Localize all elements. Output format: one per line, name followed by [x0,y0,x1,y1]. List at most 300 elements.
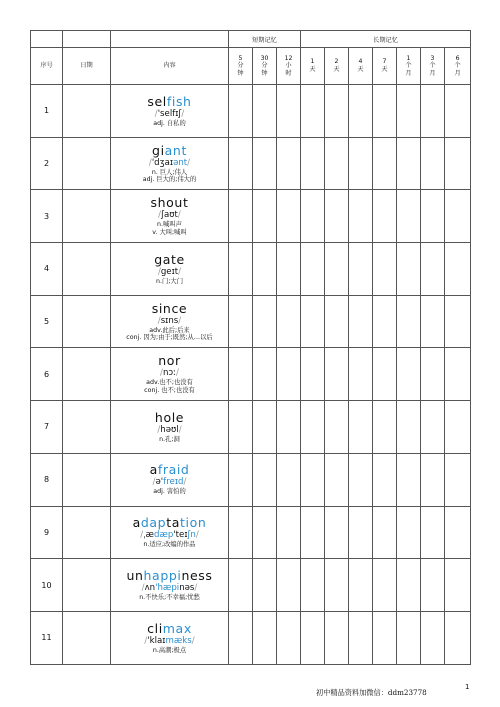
review-check-cell [445,295,471,348]
row-index: 11 [31,611,63,664]
word-meaning: n.高潮;极点 [152,646,187,654]
review-check-cell [229,243,253,296]
word-content-cell [111,453,229,506]
review-check-cell [229,137,253,190]
interval-column-header [229,48,253,85]
review-check-cell [301,453,325,506]
review-check-cell [349,243,373,296]
phonetic-transcription [111,109,228,120]
table-row [31,243,471,296]
row-index: 2 [31,137,63,190]
date-cell [63,295,111,348]
review-check-cell [253,453,277,506]
phonetic-slash: / [157,424,161,435]
word-spelling [111,463,228,477]
date-cell [63,243,111,296]
review-check-cell [445,559,471,612]
word-rows [31,85,471,665]
review-check-cell [277,295,301,348]
phonetic-transcription [111,583,228,594]
phonetic-slash: / [157,315,161,326]
phonetic-slash: / [158,210,162,221]
phonetic-transcription [111,158,228,169]
review-check-cell [229,453,253,506]
phonetic-slash: / [157,266,161,277]
review-check-cell [445,506,471,559]
review-check-cell [253,611,277,664]
vocabulary-review-table [30,30,471,665]
review-check-cell [421,348,445,401]
review-check-cell [349,295,373,348]
review-check-cell [397,190,421,243]
review-check-cell [373,348,397,401]
review-check-cell [325,506,349,559]
interval-label-part: 个 [454,62,461,70]
date-cell [63,190,111,243]
word-spelling [111,354,228,368]
table-row [31,85,471,138]
review-check-cell [397,453,421,506]
review-check-cell [421,85,445,138]
date-cell [63,611,111,664]
content-column-header: 内容 [111,48,229,85]
phonetic-segment: geɪt [160,266,179,277]
word-spelling [111,411,228,425]
word-syllable: un [126,567,144,583]
table-row [31,506,471,559]
date-cell [63,559,111,612]
phonetic-segment: ə' [155,477,164,488]
interval-label-part: 月 [429,69,436,77]
phonetic-slash: / [187,157,191,168]
word-syllable: ness [181,567,213,583]
review-check-cell [421,190,445,243]
review-check-cell [445,85,471,138]
review-check-cell [397,243,421,296]
word-spelling [111,196,228,210]
word-syllable: dap [140,515,167,531]
review-check-cell [421,559,445,612]
review-check-cell [421,137,445,190]
word-meaning: n.适应;改编的作品 [143,541,196,549]
review-check-cell [277,559,301,612]
phonetic-segment: ʃaʊt [161,210,178,221]
word-meaning: n.门;大门 [155,277,183,285]
review-check-cell [301,295,325,348]
review-check-cell [277,611,301,664]
date-cell [63,401,111,454]
review-check-cell [397,348,421,401]
review-check-cell [445,190,471,243]
word-meaning: conj. 也不;也没有 [144,386,195,394]
blank-header-cell [31,31,63,48]
word-syllable: max [162,620,192,636]
review-check-cell [421,401,445,454]
interval-column-header [253,48,277,85]
phonetic-segment: 'hæpi [155,582,180,593]
review-check-cell [301,85,325,138]
table-row [31,295,471,348]
phonetic-slash: / [160,368,163,379]
word-content-cell [111,243,229,296]
phonetic-segment: 'dʒaɪ [151,157,174,168]
word-meaning: n.孔;洞 [159,435,180,443]
interval-label-part: 5 [238,54,243,62]
phonetic-slash: / [178,315,182,326]
review-check-cell [301,611,325,664]
review-check-cell [277,453,301,506]
word-meaning: conj. 因为;由于;既然;从…以后 [126,334,213,342]
row-index: 7 [31,401,63,454]
review-check-cell [373,190,397,243]
review-check-cell [349,137,373,190]
review-check-cell [253,243,277,296]
word-syllable: sel [147,93,167,109]
review-check-cell [325,137,349,190]
phonetic-slash: / [181,108,185,119]
table-row [31,401,471,454]
review-check-cell [253,85,277,138]
review-check-cell [349,85,373,138]
word-meaning: v. 大叫;喊叫 [152,228,187,236]
word-syllable: a [149,462,158,478]
phonetic-segment: nɔː [162,368,177,379]
interval-label-part: 时 [285,69,292,77]
interval-label-part: 3 [430,54,435,62]
review-check-cell [349,348,373,401]
phonetic-segment: ˌæ [143,530,154,541]
word-spelling [111,302,228,316]
review-check-cell [373,559,397,612]
date-cell [63,85,111,138]
table-row [31,611,471,664]
review-check-cell [301,401,325,454]
review-check-cell [253,506,277,559]
review-check-cell [373,243,397,296]
footer-note: 初中精品资料加微信：ddm23778 [316,688,427,697]
review-check-cell [373,137,397,190]
review-check-cell [373,85,397,138]
word-spelling [111,144,228,158]
phonetic-slash: / [195,530,199,541]
phonetic-slash: / [141,582,145,593]
interval-label-part: 分 [261,62,268,70]
review-check-cell [253,559,277,612]
word-meaning: adj. 自私的 [153,119,186,127]
word-content-cell [111,611,229,664]
interval-label-part: 1 [310,58,315,66]
word-syllable: hole [154,409,185,425]
word-spelling [111,253,228,267]
review-check-cell [349,190,373,243]
review-check-cell [325,295,349,348]
phonetic-slash: / [154,108,158,119]
date-column-header: 日期 [63,48,111,85]
review-check-cell [277,348,301,401]
index-column-header: 序号 [31,48,63,85]
phonetic-segment: 'selfɪʃ [157,108,182,119]
word-spelling [111,569,228,583]
review-check-cell [349,559,373,612]
review-check-cell [277,137,301,190]
review-check-cell [229,611,253,664]
phonetic-segment: 'klaɪ [147,635,166,646]
interval-column-header [373,48,397,85]
review-check-cell [445,611,471,664]
review-check-cell [397,559,421,612]
interval-label-part: 钟 [237,69,244,77]
word-content-cell [111,190,229,243]
review-check-cell [253,401,277,454]
interval-column-header [421,48,445,85]
row-index: 9 [31,506,63,559]
phonetic-segment: həʊl [160,424,179,435]
phonetic-slash: / [177,210,181,221]
blank-header-cell [63,31,111,48]
word-content-cell [111,506,229,559]
review-check-cell [445,243,471,296]
review-check-cell [325,401,349,454]
phonetic-segment: ʌn [144,582,156,593]
interval-label-part: 月 [454,69,461,77]
phonetic-segment: dæp [153,530,174,541]
long-term-memory-header: 长期记忆 [301,31,471,48]
review-check-cell [301,348,325,401]
interval-label-part: 月 [405,69,412,77]
review-check-cell [397,85,421,138]
table-row [31,137,471,190]
phonetic-segment: mæks [165,635,192,646]
interval-label-part: 2 [334,58,339,66]
page-number: 1 [465,683,470,691]
review-check-cell [301,190,325,243]
word-meaning: adj. 害怕的 [153,488,186,496]
interval-label-part: 小 [285,62,292,70]
review-check-cell [301,243,325,296]
word-spelling [111,516,228,530]
interval-label-part: 12 [284,54,293,62]
word-syllable: happi [143,567,182,583]
interval-label-part: 30 [260,54,269,62]
row-index: 5 [31,295,63,348]
phonetic-slash: / [178,266,182,277]
interval-column-header [325,48,349,85]
header-column-row [31,48,471,85]
review-check-cell [277,401,301,454]
word-syllable: ta [166,515,180,531]
word-syllable: shout [150,195,189,211]
review-check-cell [277,243,301,296]
phonetic-transcription [111,368,228,379]
review-check-cell [349,506,373,559]
word-syllable: ant [164,142,187,158]
interval-column-header [397,48,421,85]
row-index: 6 [31,348,63,401]
interval-column-header [277,48,301,85]
review-check-cell [397,506,421,559]
review-check-cell [325,611,349,664]
phonetic-slash: / [194,582,198,593]
review-check-cell [325,85,349,138]
word-syllable: gi [152,142,165,158]
interval-label-part: 分 [237,62,244,70]
review-check-cell [421,453,445,506]
word-meaning: n.不快乐;不幸福;忧愁 [139,593,200,601]
word-content-cell [111,85,229,138]
phonetic-segment: nəs [179,582,195,593]
review-check-cell [277,85,301,138]
phonetic-transcription [111,316,228,327]
word-syllable: tion [180,515,207,531]
word-syllable: a [132,515,141,531]
word-content-cell [111,137,229,190]
review-check-cell [421,506,445,559]
word-meaning: adj. 巨大的;伟大的 [142,176,197,184]
interval-label-part: 7 [382,58,387,66]
row-index: 3 [31,190,63,243]
phonetic-slash: / [152,477,156,488]
word-meaning: adv.也不;也没有 [146,379,193,387]
review-check-cell [253,348,277,401]
review-check-cell [397,295,421,348]
phonetic-segment: ʃn [187,530,196,541]
date-cell [63,506,111,559]
table-row [31,348,471,401]
row-index: 4 [31,243,63,296]
phonetic-transcription [111,267,228,278]
review-check-cell [325,559,349,612]
phonetic-slash: / [178,424,182,435]
review-check-cell [349,453,373,506]
phonetic-transcription [111,530,228,541]
review-check-cell [373,401,397,454]
table-row [31,453,471,506]
review-check-cell [397,401,421,454]
phonetic-slash: / [144,635,148,646]
review-check-cell [421,611,445,664]
phonetic-slash: / [183,477,187,488]
word-meaning: adv.此后;后来 [149,326,190,334]
review-check-cell [373,506,397,559]
review-check-cell [445,401,471,454]
interval-label-part: 6 [455,54,460,62]
word-content-cell [111,295,229,348]
phonetic-transcription [111,477,228,488]
row-index: 8 [31,453,63,506]
interval-label-part: 4 [358,58,363,66]
phonetic-transcription [111,636,228,647]
date-cell [63,137,111,190]
review-check-cell [277,506,301,559]
review-check-cell [229,295,253,348]
review-check-cell [301,506,325,559]
word-content-cell [111,348,229,401]
interval-column-header [349,48,373,85]
phonetic-segment: ənt [173,157,188,168]
word-syllable: fish [166,93,192,109]
phonetic-slash: / [148,157,152,168]
review-check-cell [325,453,349,506]
table-row [31,190,471,243]
review-check-cell [373,295,397,348]
header-group-row [31,31,471,48]
word-spelling [111,622,228,636]
review-check-cell [229,506,253,559]
phonetic-segment: freɪd [163,477,184,488]
word-syllable: nor [158,353,181,369]
interval-label-part: 天 [333,66,340,73]
word-content-cell [111,401,229,454]
review-check-cell [325,190,349,243]
phonetic-segment: sɪns [160,315,179,326]
table-row [31,559,471,612]
row-index: 10 [31,559,63,612]
interval-column-header [301,48,325,85]
interval-label-part: 钟 [261,69,268,77]
review-check-cell [445,137,471,190]
review-check-cell [421,295,445,348]
phonetic-segment: 'teɪ [173,530,188,541]
review-check-cell [301,559,325,612]
review-check-cell [397,611,421,664]
review-check-cell [229,401,253,454]
row-index: 1 [31,85,63,138]
review-check-cell [253,137,277,190]
review-check-cell [373,453,397,506]
word-meaning: n.喊叫声 [157,221,182,229]
word-syllable: gate [154,251,185,267]
review-check-cell [229,85,253,138]
review-check-cell [421,243,445,296]
interval-label-part: 天 [309,66,316,73]
interval-label-part: 个 [405,62,412,70]
review-check-cell [229,559,253,612]
review-check-cell [325,348,349,401]
review-check-cell [253,295,277,348]
review-check-cell [277,190,301,243]
word-syllable: since [151,300,188,316]
review-check-cell [229,348,253,401]
review-check-cell [301,137,325,190]
blank-header-cell [111,31,229,48]
review-check-cell [445,348,471,401]
review-check-cell [253,190,277,243]
word-meaning: n. 巨人;伟人 [151,168,188,176]
date-cell [63,348,111,401]
interval-label-part: 1 [406,54,411,62]
review-check-cell [229,190,253,243]
phonetic-slash: / [176,368,179,379]
review-check-cell [325,243,349,296]
interval-label-part: 天 [381,66,388,73]
review-check-cell [349,611,373,664]
date-cell [63,453,111,506]
word-spelling [111,95,228,109]
review-check-cell [349,401,373,454]
interval-label-part: 个 [429,62,436,70]
phonetic-transcription [111,210,228,221]
phonetic-transcription [111,425,228,436]
interval-label-part: 天 [357,66,364,73]
word-syllable: fraid [157,462,190,478]
phonetic-slash: / [140,530,144,541]
phonetic-slash: / [191,635,195,646]
word-syllable: cli [147,620,163,636]
review-check-cell [445,453,471,506]
short-term-memory-header: 短期记忆 [229,31,301,48]
word-content-cell [111,559,229,612]
review-check-cell [397,137,421,190]
